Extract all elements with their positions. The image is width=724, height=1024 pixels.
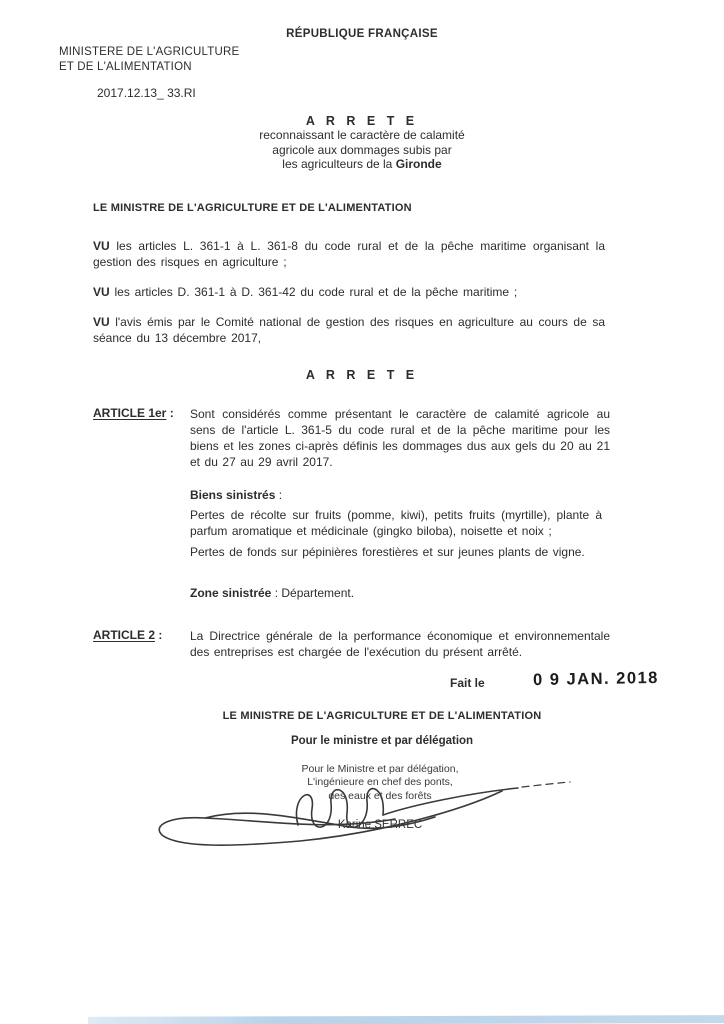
title-subtitle-line2: agricole aux dommages subis par [272,142,452,157]
arrete-section-heading: A R R E T E [305,367,419,382]
vu-text: les articles D. 361-1 à D. 361-42 du code rural et de la pêche maritime ; [109,284,518,299]
article-1-label [93,406,190,470]
scan-artifact [88,1015,724,1024]
article-2-label [93,628,190,660]
article-2 [93,628,724,660]
fait-le-label: Fait le [450,675,485,690]
vu-label: VU [93,314,110,329]
vu-label: VU [93,238,110,253]
sinister-block [190,488,602,600]
signature-title-line2: L'ingénieure en chef des ponts, [307,776,453,788]
date-row [0,670,724,694]
goods-title [190,488,602,502]
subtitle-line3-text: les agriculteurs de la [282,157,396,171]
republic-heading: RÉPUBLIQUE FRANÇAISE [286,28,438,40]
signature-title-line1: Pour le Ministre et par délégation, [301,762,459,775]
zone-line [190,586,602,600]
vu-text: l'avis émis par le Comité national de gestion des risques en agriculture au cours de sa séance du 13 décembre 2017, [93,314,605,345]
article-1-body: Sont considérés comme présentant le caractère de calamité agricole au sens de l'article L. 361-5 du code rural et de la pêche maritime pour les biens et les zones ci-après définis les dommages dus aux gels du 20 au 21 et du 27 au 29 avril 2017. [190,406,610,469]
delegation-heading: Pour le ministre et par délégation [290,734,474,747]
vu-paragraph [93,314,605,346]
vu-paragraph [93,284,605,300]
ministry-line2: ET DE L'ALIMENTATION [59,61,192,73]
zone-label: Zone sinistrée [190,585,272,600]
document-reference: 2017.12.13_ 33.RI [97,86,196,100]
date-stamp: 0 9 JAN. 2018 [532,668,660,689]
minister-heading: LE MINISTRE DE L'AGRICULTURE ET DE L'ALIMENTATION [93,201,412,214]
goods-item-2: Pertes de fonds sur pépinières forestières et sur jeunes plants de vigne. [190,544,585,559]
vu-paragraph [93,238,605,270]
arrete-title: A R R E T E [305,114,419,128]
signatory-name: Karine SERREC [337,818,423,831]
article-2-colon: : [155,627,163,642]
title-subtitle-line1: reconnaissant le caractère de calamité [259,128,465,142]
zone-value: : Département. [271,585,355,600]
goods-colon: : [275,487,283,502]
signature-title-line3: des eaux et des forêts [328,789,432,802]
vu-label: VU [93,284,110,299]
article-1 [93,406,724,470]
article-2-body: La Directrice générale de la performance économique et environnementale des entreprises est chargée de l'exécution du présent arrêté. [190,628,610,659]
goods-item-1: Pertes de récolte sur fruits (pomme, kiwi), petits fruits (myrtille), plante à parfum aromatique et médicinale (gingko biloba), noisette et noix ; [190,507,602,538]
ministry-line1: MINISTERE DE L'AGRICULTURE [59,46,240,58]
goods-label: Biens sinistrés [190,487,276,502]
vu-text: les articles L. 361-1 à L. 361-8 du code rural et de la pêche maritime organisant la gestion des risques en agriculture ; [93,238,605,269]
signature-title-block [240,763,520,804]
article-1-label-text: ARTICLE 1er [93,405,167,420]
ministry-block [59,45,239,75]
signature-area [0,759,724,869]
subtitle-department-name: Gironde [395,157,442,171]
title-subtitle-line3 [0,157,724,172]
closing-minister-heading: LE MINISTRE DE L'AGRICULTURE ET DE L'ALIMENTATION [222,709,542,722]
article-2-label-text: ARTICLE 2 [93,627,156,642]
article-1-colon: : [166,405,174,420]
title-block [0,114,724,172]
